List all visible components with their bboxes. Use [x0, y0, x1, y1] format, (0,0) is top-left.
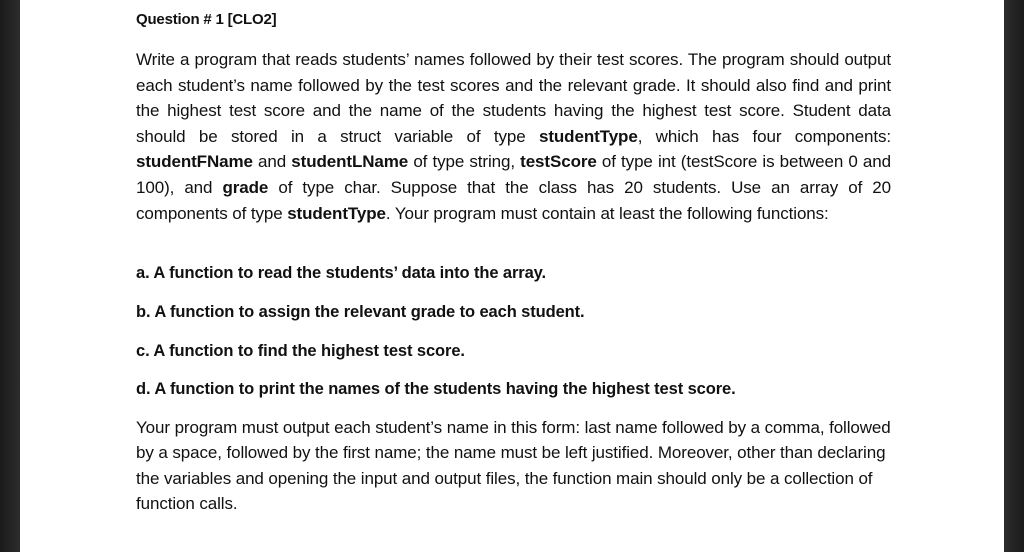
test-score-field: testScore: [520, 152, 597, 172]
grade-field: grade: [222, 177, 269, 197]
intro-text: and: [252, 152, 292, 172]
intro-paragraph: [136, 47, 891, 226]
intro-text: Write a program that reads students’ names followed by their test scores. The program should output each student’s name followed by the test scores and the relevant grade. It should also find and print the highest test score and the name of the students having the highest test score. Student data should be stored in a struct variable of type: [136, 50, 891, 146]
document-page: [20, 0, 1004, 552]
intro-text: of type int (testScore is between 0 and 100), and: [136, 152, 891, 197]
question-title: Question # 1 [CLO2]: [136, 11, 277, 28]
first-name-field: studentFName: [136, 152, 253, 172]
intro-text: of type string,: [408, 152, 521, 172]
struct-type-name: studentType: [287, 203, 386, 223]
function-item-c: c. A function to find the highest test score.: [136, 342, 465, 360]
intro-text: , which has four components:: [637, 126, 891, 146]
function-item-b: b. A function to assign the relevant grade to each student.: [136, 303, 585, 321]
intro-text: of type char. Suppose that the class has 20 students. Use an array of 20 components of type: [136, 177, 891, 223]
intro-text: . Your program must contain at least the following functions:: [385, 203, 829, 223]
function-item-a: a. A function to read the students’ data into the array.: [136, 264, 547, 282]
left-dark-border: [0, 0, 20, 552]
function-item-d: d. A function to print the names of the students having the highest test score.: [136, 380, 736, 398]
closing-paragraph: Your program must output each student’s name in this form: last name followed by a comma, followed by a space, followed by the first name; the name must be left justified. Moreover, other than declaring the variables and opening the input and output files, the function main should only be a collection of function calls.: [136, 418, 891, 514]
struct-type-name: studentType: [538, 126, 638, 146]
right-dark-border: [1004, 0, 1024, 552]
last-name-field: studentLName: [291, 152, 409, 172]
